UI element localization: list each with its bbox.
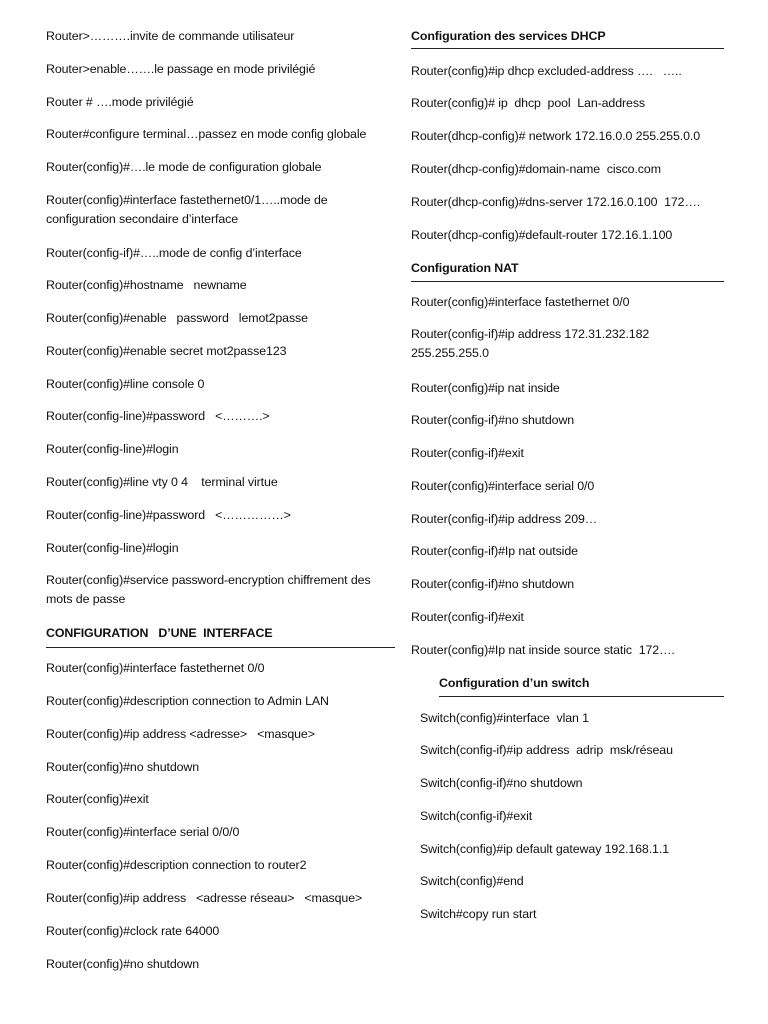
command-line: Router(config-line)#password <……….> bbox=[46, 409, 270, 423]
command-line: Router # ….mode privilégié bbox=[46, 95, 194, 109]
command-line: Router(config-if)#exit bbox=[411, 610, 524, 624]
command-line: Router(config-line)#login bbox=[46, 442, 179, 456]
command-line: Router(config)# ip dhcp pool Lan-address bbox=[411, 96, 646, 110]
command-line: Router>enable…….le passage en mode privilégié bbox=[46, 62, 316, 76]
command-line: Router(config)#description connection to Admin LAN bbox=[46, 694, 329, 708]
command-line: Router(config)#description connection to router2 bbox=[46, 858, 307, 872]
command-line: Router(config)#enable password lemot2passe bbox=[46, 311, 308, 325]
command-line: Router(config-if)#no shutdown bbox=[411, 413, 575, 427]
section-heading-interface: CONFIGURATION D’UNE INTERFACE bbox=[46, 626, 273, 640]
command-line: Router(config)#interface fastethernet0/1…..mode de configuration secondaire d’interface bbox=[46, 193, 331, 226]
command-line: Switch#copy run start bbox=[420, 907, 537, 921]
command-line: Router(config)#line vty 0 4 terminal virtue bbox=[46, 475, 278, 489]
command-line: Router(config-if)#ip address 172.31.232.182 255.255.255.0 bbox=[411, 327, 653, 360]
command-line: Router(config)#no shutdown bbox=[46, 760, 200, 774]
command-line: Router(config-line)#password <……………> bbox=[46, 508, 291, 522]
command-line: Router(config-if)#exit bbox=[411, 446, 524, 460]
section-heading-switch: Configuration d’un switch bbox=[439, 676, 590, 690]
command-line: Switch(config)#ip default gateway 192.168.1.1 bbox=[420, 842, 669, 856]
command-line: Router(config)#line console 0 bbox=[46, 377, 205, 391]
section-divider bbox=[411, 281, 724, 282]
section-divider bbox=[439, 696, 724, 697]
command-line: Router(config)#enable secret mot2passe123 bbox=[46, 344, 287, 358]
command-line: Router(config)#ip nat inside bbox=[411, 381, 560, 395]
command-line: Router(dhcp-config)#domain-name cisco.com bbox=[411, 162, 661, 176]
command-line: Router(config)#interface serial 0/0 bbox=[411, 479, 595, 493]
command-line: Router(dhcp-config)# network 172.16.0.0 255.255.0.0 bbox=[411, 129, 701, 143]
section-heading-dhcp: Configuration des services DHCP bbox=[411, 29, 606, 43]
command-line: Router(config)#….le mode de configuration globale bbox=[46, 160, 322, 174]
command-line: Switch(config)#interface vlan 1 bbox=[420, 711, 589, 725]
command-line: Router(config)#interface fastethernet 0/0 bbox=[46, 661, 265, 675]
command-line: Switch(config-if)#no shutdown bbox=[420, 776, 583, 790]
command-line: Switch(config-if)#exit bbox=[420, 809, 533, 823]
command-line: Router(dhcp-config)#dns-server 172.16.0.100 172…. bbox=[411, 195, 701, 209]
command-line: Router(config)#clock rate 64000 bbox=[46, 924, 220, 938]
command-line: Router>……….invite de commande utilisateur bbox=[46, 29, 295, 43]
command-line: Router(config)#service password-encryption chiffrement des mots de passe bbox=[46, 573, 374, 606]
command-line: Router(config)#interface serial 0/0/0 bbox=[46, 825, 240, 839]
command-line: Router#configure terminal…passez en mode config globale bbox=[46, 127, 367, 141]
command-line: Router(config)#Ip nat inside source static 172…. bbox=[411, 643, 675, 657]
command-line: Router(config-line)#login bbox=[46, 541, 179, 555]
command-line: Router(config)#exit bbox=[46, 792, 149, 806]
command-line: Switch(config)#end bbox=[420, 874, 524, 888]
section-heading-nat: Configuration NAT bbox=[411, 261, 519, 275]
command-line: Router(config)#ip dhcp excluded-address …. ….. bbox=[411, 64, 682, 78]
command-line: Router(config)#ip address <adresse réseau> <masque> bbox=[46, 891, 363, 905]
command-line: Router(dhcp-config)#default-router 172.16.1.100 bbox=[411, 228, 673, 242]
command-line: Router(config)#ip address <adresse> <masque> bbox=[46, 727, 315, 741]
command-line: Router(config-if)#…..mode de config d’interface bbox=[46, 246, 302, 260]
section-divider bbox=[46, 647, 395, 648]
section-divider bbox=[411, 48, 724, 49]
command-line: Router(config-if)#no shutdown bbox=[411, 577, 575, 591]
command-line: Switch(config-if)#ip address adrip msk/réseau bbox=[420, 743, 673, 757]
command-line: Router(config-if)#ip address 209… bbox=[411, 512, 598, 526]
command-line: Router(config-if)#Ip nat outside bbox=[411, 544, 578, 558]
command-line: Router(config)#hostname newname bbox=[46, 278, 247, 292]
command-line: Router(config)#no shutdown bbox=[46, 957, 200, 971]
command-line: Router(config)#interface fastethernet 0/0 bbox=[411, 295, 630, 309]
